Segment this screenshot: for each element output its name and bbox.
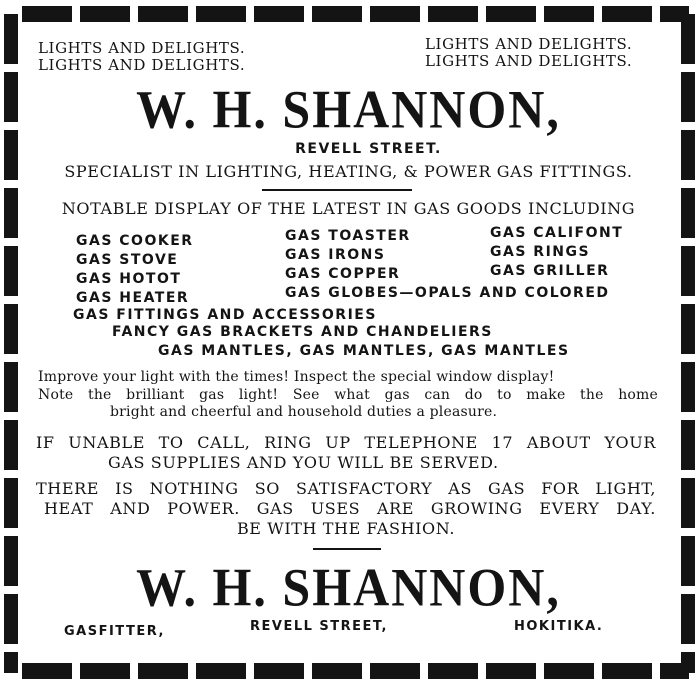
goods-column-3 bbox=[490, 224, 623, 281]
satisfactory-line-3: BE WITH THE FASHION. bbox=[236, 519, 456, 538]
goods-brackets-line: FANCY GAS BRACKETS AND CHANDELIERS bbox=[112, 324, 493, 340]
goods-item: GAS GLOBES—OPALS AND COLORED bbox=[285, 285, 610, 301]
goods-item: GAS COPPER bbox=[285, 266, 401, 282]
telephone-line-2: GAS SUPPLIES AND YOU WILL BE SERVED. bbox=[108, 453, 499, 472]
display-heading: NOTABLE DISPLAY OF THE LATEST IN GAS GOODS INCLUDING bbox=[61, 199, 636, 218]
goods-item: GAS RINGS bbox=[490, 244, 591, 260]
goods-mantles-line: GAS MANTLES, GAS MANTLES, GAS MANTLES bbox=[158, 343, 570, 359]
improve-line-3: bright and cheerful and household duties a pleasure. bbox=[110, 404, 498, 420]
footer-business-name: W. H. SHANNON, bbox=[136, 556, 561, 618]
goods-fittings-line: GAS FITTINGS AND ACCESSORIES bbox=[73, 307, 377, 323]
footer-role: GASFITTER, bbox=[64, 624, 165, 639]
goods-item: GAS STOVE bbox=[76, 252, 179, 268]
slogan-left-line-2: LIGHTS AND DELIGHTS. bbox=[38, 56, 246, 74]
footer-divider bbox=[313, 548, 381, 550]
goods-item: GAS COOKER bbox=[76, 233, 194, 249]
slogan-right-line-2: LIGHTS AND DELIGHTS. bbox=[425, 52, 633, 70]
goods-item: GAS HEATER bbox=[76, 290, 190, 306]
goods-item: GAS HOTOT bbox=[76, 271, 182, 287]
satisfactory-paragraph bbox=[36, 479, 656, 539]
improve-paragraph bbox=[38, 369, 658, 422]
footer-town: HOKITIKA. bbox=[514, 619, 604, 634]
slogan-right bbox=[425, 36, 632, 70]
slogan-right-line-1: LIGHTS AND DELIGHTS. bbox=[425, 35, 633, 53]
satisfactory-line-1: THERE IS NOTHING SO SATISFACTORY AS GAS FOR LIGHT, bbox=[36, 479, 656, 498]
goods-item: GAS IRONS bbox=[285, 247, 386, 263]
goods-item: GAS CALIFONT bbox=[490, 225, 624, 241]
header-business-name: W. H. SHANNON, bbox=[136, 78, 561, 140]
telephone-line-1: IF UNABLE TO CALL, RING UP TELEPHONE 17 ABOUT YOUR bbox=[36, 433, 656, 452]
border-top bbox=[22, 6, 689, 22]
telephone-paragraph bbox=[36, 433, 656, 473]
slogan-left bbox=[38, 40, 245, 74]
header-specialist: SPECIALIST IN LIGHTING, HEATING, & POWER GAS FITTINGS. bbox=[64, 162, 633, 181]
goods-item: GAS GRILLER bbox=[490, 263, 610, 279]
goods-column-1 bbox=[76, 232, 194, 308]
satisfactory-line-2: HEAT AND POWER. GAS USES ARE GROWING EVERY DAY. bbox=[44, 499, 656, 518]
goods-item: GAS TOASTER bbox=[285, 228, 411, 244]
header-divider bbox=[262, 189, 412, 191]
border-bottom bbox=[22, 663, 689, 679]
header-street: REVELL STREET. bbox=[295, 141, 442, 157]
improve-line-1: Improve your light with the times! Inspect the special window display! bbox=[38, 369, 555, 385]
slogan-left-line-1: LIGHTS AND DELIGHTS. bbox=[38, 39, 246, 57]
footer-street: REVELL STREET, bbox=[250, 619, 388, 634]
improve-line-2: Note the brilliant gas light! See what gas can do to make the home bbox=[38, 386, 658, 403]
